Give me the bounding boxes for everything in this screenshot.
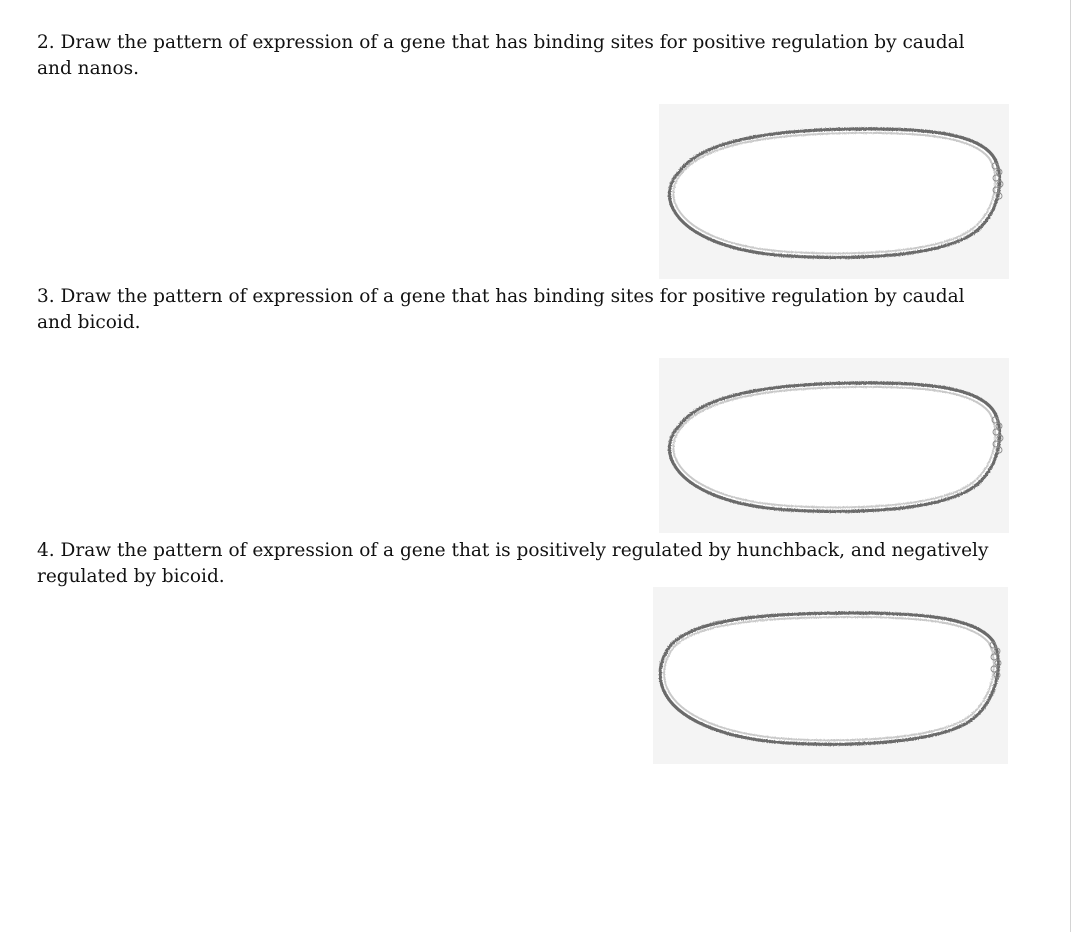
- page-edge-divider: [1070, 0, 1071, 932]
- embryo-figure-2: [659, 104, 1009, 279]
- question-4-text: Draw the pattern of expression of a gene that is positively regulated by hunchback, and negatively regulated by bicoid.: [37, 540, 989, 587]
- question-4: [37, 538, 997, 590]
- question-3-text: Draw the pattern of expression of a gene that has binding sites for positive regulation by caudal and bicoid.: [37, 286, 965, 333]
- embryo-outline-icon: [659, 358, 1009, 533]
- question-4-number: 4.: [37, 540, 55, 561]
- question-3-number: 3.: [37, 286, 55, 307]
- question-2: [37, 30, 997, 82]
- question-2-text: Draw the pattern of expression of a gene that has binding sites for positive regulation by caudal and nanos.: [37, 32, 965, 79]
- question-2-number: 2.: [37, 32, 55, 53]
- question-3: [37, 284, 997, 336]
- embryo-figure-3: [659, 358, 1009, 533]
- embryo-figure-4: [653, 587, 1008, 764]
- embryo-outline-icon: [659, 104, 1009, 279]
- embryo-outline-icon: [653, 587, 1008, 764]
